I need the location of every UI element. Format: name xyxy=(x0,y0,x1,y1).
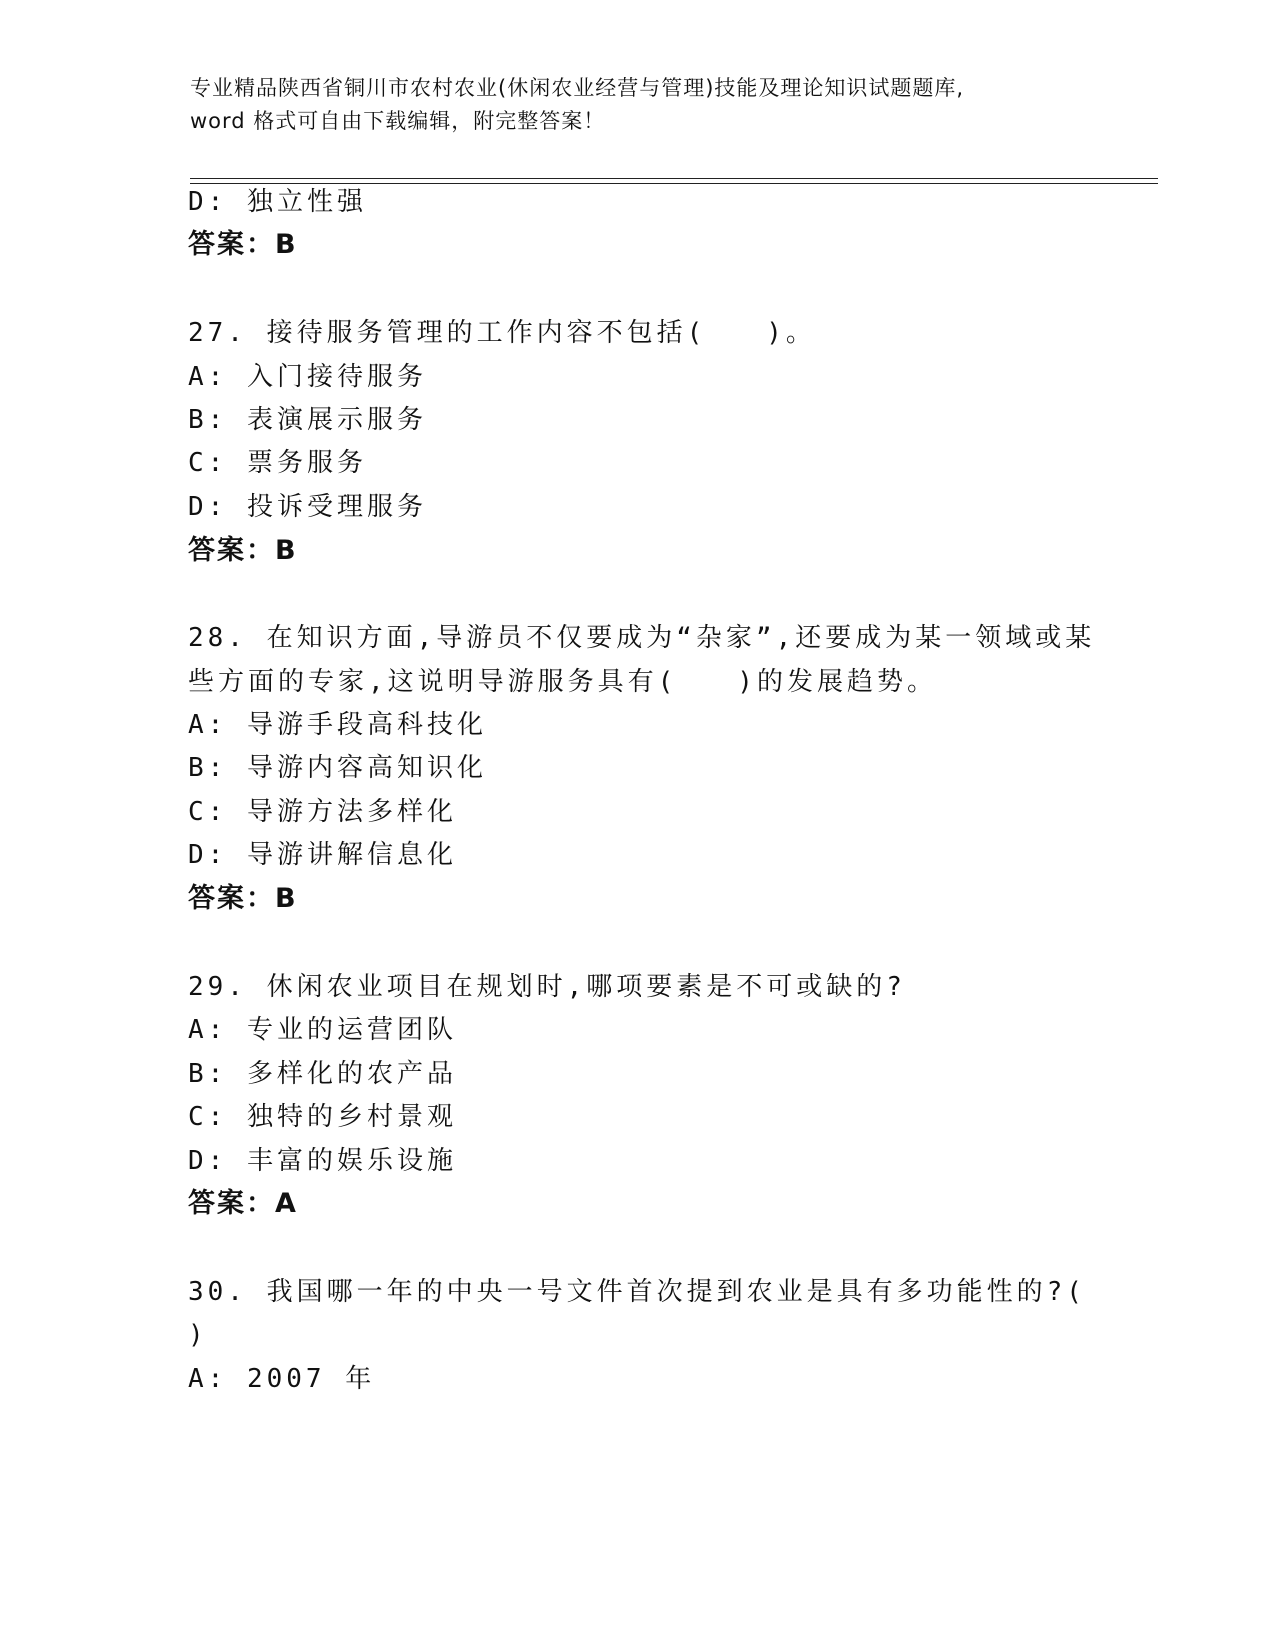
question-29-option-b: B: 多样化的农产品 xyxy=(188,1059,457,1089)
question-28-stem-line2: 些方面的专家,这说明导游服务具有( )的发展趋势。 xyxy=(188,667,937,697)
question-29-stem: 29. 休闲农业项目在规划时,哪项要素是不可或缺的? xyxy=(188,972,906,1002)
question-28-option-d: D: 导游讲解信息化 xyxy=(188,840,457,870)
question-28-option-a: A: 导游手段高科技化 xyxy=(188,710,487,740)
question-29-answer: 答案：A xyxy=(188,1188,298,1219)
header-title-line2: word 格式可自由下载编辑，附完整答案！ xyxy=(190,109,606,133)
question-30-stem-line2: ) xyxy=(188,1320,208,1350)
question-27-stem: 27. 接待服务管理的工作内容不包括( )。 xyxy=(188,318,816,348)
header-title-line1: 专业精品陕西省铜川市农村农业(休闲农业经营与管理)技能及理论知识试题题库, xyxy=(190,76,965,100)
question-28-answer: 答案：B xyxy=(188,883,298,914)
question-27-option-d: D: 投诉受理服务 xyxy=(188,492,427,522)
question-27-option-a: A: 入门接待服务 xyxy=(188,362,427,392)
prev-question-option-d: D: 独立性强 xyxy=(188,187,367,217)
question-29-option-d: D: 丰富的娱乐设施 xyxy=(188,1146,457,1176)
question-27-option-c: C: 票务服务 xyxy=(188,448,367,478)
question-30-option-a: A: 2007 年 xyxy=(188,1364,376,1394)
header-divider-top xyxy=(190,178,1158,179)
question-29-option-c: C: 独特的乡村景观 xyxy=(188,1102,457,1132)
prev-question-answer: 答案：B xyxy=(188,229,298,260)
question-30-stem-line1: 30. 我国哪一年的中央一号文件首次提到农业是具有多功能性的?( xyxy=(188,1277,1086,1307)
header-divider-bottom xyxy=(190,183,1158,184)
question-29-option-a: A: 专业的运营团队 xyxy=(188,1015,457,1045)
question-28-option-b: B: 导游内容高知识化 xyxy=(188,753,487,783)
question-27-answer: 答案：B xyxy=(188,535,298,566)
question-28-option-c: C: 导游方法多样化 xyxy=(188,797,457,827)
question-27-option-b: B: 表演展示服务 xyxy=(188,405,427,435)
document-header xyxy=(190,72,1090,138)
question-28-stem-line1: 28. 在知识方面,导游员不仅要成为“杂家”,还要成为某一领域或某 xyxy=(188,623,1096,653)
